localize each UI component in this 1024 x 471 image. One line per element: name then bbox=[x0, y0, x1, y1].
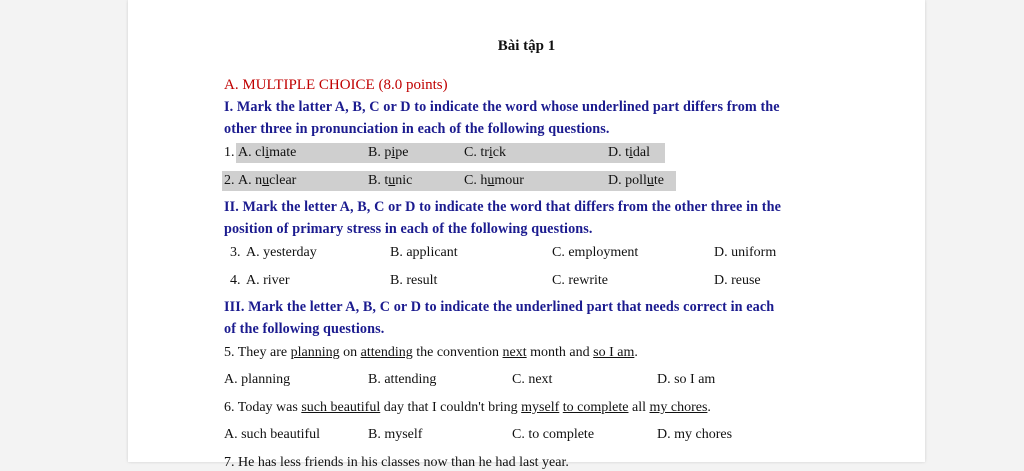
q6-option-b: B. myself bbox=[368, 427, 423, 442]
q3-number: 3. bbox=[230, 245, 241, 260]
q1-option-b: B. pipe bbox=[368, 145, 409, 160]
q6-sentence: 6. Today was such beautiful day that I couldn't bring myself to complete all my chores. bbox=[224, 400, 711, 415]
q2-option-d: D. pollute bbox=[608, 173, 664, 188]
q1-number: 1. bbox=[224, 145, 235, 160]
part3-instruction-line2: of the following questions. bbox=[224, 321, 385, 337]
q5-option-a: A. planning bbox=[224, 372, 291, 387]
q4-option-a: A. river bbox=[246, 273, 290, 288]
q3-option-c: C. employment bbox=[552, 245, 639, 260]
part2-instruction-line1: II. Mark the letter A, B, C or D to indicate the word that differs from the other three in the bbox=[224, 199, 781, 215]
q3-option-d: D. uniform bbox=[714, 245, 777, 260]
q3-option-a: A. yesterday bbox=[246, 245, 317, 260]
q6-option-a: A. such beautiful bbox=[224, 427, 321, 442]
q4-option-b: B. result bbox=[390, 273, 438, 288]
q4-number: 4. bbox=[230, 273, 241, 288]
doc-title: Bài tập 1 bbox=[497, 38, 556, 54]
q5-sentence: 5. They are planning on attending the convention next month and so I am. bbox=[224, 345, 638, 360]
q5-option-b: B. attending bbox=[368, 372, 437, 387]
q1-option-d: D. tidal bbox=[608, 145, 650, 160]
q2-option-a: A. nuclear bbox=[238, 173, 297, 188]
part2-instruction-line2: position of primary stress in each of the following questions. bbox=[224, 221, 593, 237]
q1-option-c: C. trick bbox=[464, 145, 506, 160]
q4-option-c: C. rewrite bbox=[552, 273, 608, 288]
q6-option-c: C. to complete bbox=[512, 427, 595, 442]
q4-option-d: D. reuse bbox=[714, 273, 761, 288]
part3-instruction-line1: III. Mark the letter A, B, C or D to indicate the underlined part that needs correct in each bbox=[224, 299, 775, 315]
q3-option-b: B. applicant bbox=[390, 245, 458, 260]
q5-option-d: D. so I am bbox=[657, 372, 716, 387]
part1-instruction-line2: other three in pronunciation in each of the following questions. bbox=[224, 121, 610, 137]
q7-sentence-partial: 7. He has less friends in his classes now than he had last year. bbox=[224, 455, 569, 470]
section-a-heading: A. MULTIPLE CHOICE (8.0 points) bbox=[224, 77, 448, 93]
q2-option-c: C. humour bbox=[464, 173, 524, 188]
q1-highlight bbox=[236, 143, 665, 163]
q6-option-d: D. my chores bbox=[657, 427, 733, 442]
part1-instruction-line1: I. Mark the latter A, B, C or D to indicate the word whose underlined part differs from the bbox=[224, 99, 780, 115]
q2-number: 2. bbox=[224, 173, 235, 188]
document-page bbox=[128, 0, 925, 470]
q5-option-c: C. next bbox=[512, 372, 553, 387]
q2-option-b: B. tunic bbox=[368, 173, 413, 188]
q1-option-a: A. climate bbox=[238, 145, 297, 160]
